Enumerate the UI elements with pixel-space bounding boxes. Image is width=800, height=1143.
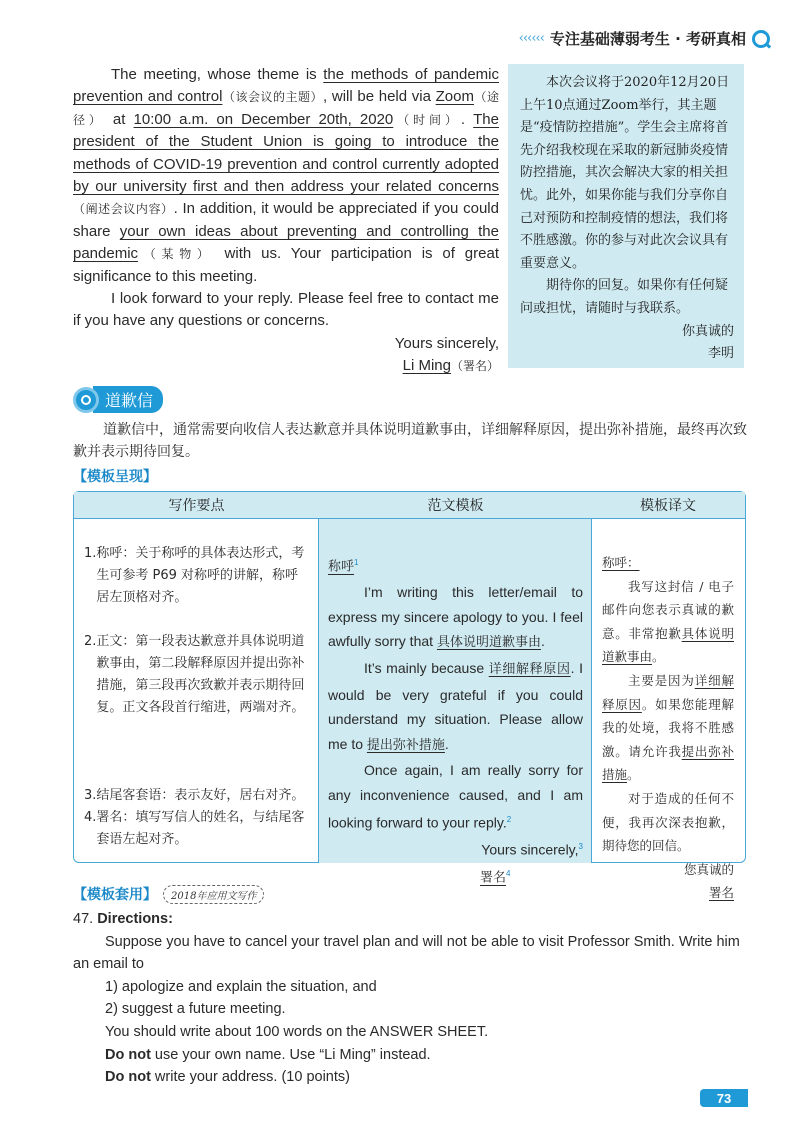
translation-template-signature: 署名 [708,885,734,901]
sample-salutation-line [328,551,583,580]
annotation-note: （途径） [73,90,499,127]
letter-signature-line [73,355,499,377]
letter-text: with us. Your participation is of great significance to this meeting. [73,245,499,285]
section-q-icon [73,387,99,413]
underlined-phrase: Zoom [435,88,474,106]
letter-text: The meeting, whose theme is [111,66,324,83]
translation-closing: 你真诚的 [681,323,734,339]
magnifier-q-icon [752,30,770,48]
writing-points-column [74,519,319,863]
directions-heading: 47. Directions: [73,911,173,927]
writing-point: 1. 称呼：关于称呼的具体表达形式，考生可参考 P69 对称呼的讲解，称呼居左顶格对齐。 [84,546,305,605]
writing-point: 3. 结尾客套语：表示友好，居右对齐。 [84,788,305,803]
letter-signature: Li Ming [402,357,451,375]
translation-template-closing: 您真诚的 [683,861,734,877]
letter-text: . [460,110,474,128]
underlined-phrase: the methods of pandemic prevention and control [73,66,499,106]
letter-text: , will be held via [323,88,436,106]
table-header-translation: 模板译文 [640,498,696,514]
sample-closing: Yours sincerely,$^3$ [481,841,583,858]
translation-salutation: 称呼： [602,555,640,570]
section-intro: 道歉信中，通常需要向收信人表达歉意并具体说明道歉事由，详细解释原因，提出弥补措施，最终再次致歉并表示期待回复。 [73,422,747,460]
writing-point: 4. 署名：填写写信人的姓名，与结尾客套语左起对齐。 [84,810,305,847]
sample-paragraph-3: Once again, I am really sorry for any inconvenience caused, and I am looking forward to your reply.$^2$ [328,762,583,831]
application-heading: 【模板套用】 2018年应用文写作 [73,884,264,904]
letter-text: at [104,110,134,128]
underlined-phrase: 10:00 a.m. on December 20th, 2020 [133,110,394,128]
annotation-note: （阐述会议内容） [73,202,174,217]
underlined-phrase: your own ideas about preventing and controlling the pandemic [73,222,499,263]
exam-directions [73,908,749,1089]
template-heading: 【模板呈现】 [73,469,157,485]
directions-word-count: You should write about 100 words on the ANSWER SHEET. [105,1023,489,1040]
letter-paragraph-1 [73,64,499,288]
translation-paragraph-2: 期待你的回复。如果你有任何疑问或担忧，请随时与我联系。 [520,278,729,316]
footnote-marker: 2 [506,814,512,824]
annotation-note: （该会议的主题） [222,90,324,105]
sample-letter [73,64,499,378]
page-header [519,28,770,49]
template-translation-column [592,519,744,901]
footnote-marker: 4 [506,869,511,879]
translation-paragraph-1: 本次会议将于2020年12月20日上午10点通过Zoom举行，其主题是“疫情防控措施”。学生会主席将首先介绍我校现在采取的新冠肺炎疫情防控措施，其次会解决大家的相关担忧。此外，如果你能与我们分享你自己对预防和控制疫情的想法，我们将不胜感激。你的参与对此次会议具有重要意义。 [520,75,730,271]
letter-translation-box [508,64,744,368]
letter-signature-note: （署名） [450,359,499,374]
footnote-marker: 3 [578,841,583,851]
letter-text: . In addition, it would be appreciated if you could share [73,200,499,240]
directions-rule: Do not use your own name. Use “Li Ming” instead. [105,1046,431,1063]
sample-paragraph-1: I’m writing this letter/email to express my sincere apology to you. I feel awfully sorry that 具体说明道歉事由. [328,584,583,651]
directions-item: 1) apologize and explain the situation, and [105,978,377,995]
translation-template-paragraph-3: 对于造成的任何不便，我再次深表抱歉，期待您的回信。 [602,790,734,854]
sample-paragraph-2: It’s mainly because 详细解释原因. I would be very grateful if you could understand my situation. Please allow me to 提出弥补措施. [328,660,583,753]
directions-rule: Do not write your address. (10 points) [105,1069,350,1086]
exam-year-tag: 2018年应用文写作 [163,885,264,904]
table-header-points: 写作要点 [168,498,225,514]
translation-template-paragraph-1: 我写这封信 / 电子邮件向您表示真诚的歉意。非常抱歉具体说明道歉事由。 [602,578,734,665]
translation-signature: 李明 [707,346,734,362]
directions-line: Suppose you have to cancel your travel plan and will not be able to visit Professor Smith. Write him an email to [73,933,740,973]
sample-signature: 署名$^4$ [480,869,511,886]
section-title-label: 道歉信 [93,386,163,413]
translation-template-paragraph-2: 主要是因为详细解释原因。如果您能理解我的处境，我将不胜感激。请允许我提出弥补措施。 [602,672,734,783]
footnote-marker: 1 [354,558,359,567]
letter-paragraph-2: I look forward to your reply. Please feel free to contact me if you have any questions or concerns. [73,290,499,330]
letter-closing: Yours sincerely, [394,334,499,352]
table-header-row [74,492,745,519]
section-title [73,386,163,413]
page-number: 73 [700,1089,748,1107]
directions-item: 2) suggest a future meeting. [105,1001,286,1018]
sample-template-column [319,519,592,886]
underlined-phrase: The president of the Student Union is going to introduce the methods of COVID-19 prevention and control currently adopted by our university first and then address your related concerns [73,110,499,196]
annotation-note: （时间） [393,112,461,127]
sample-salutation: 称呼 [328,559,355,575]
decorative-arrows-icon: ‹‹‹‹‹‹ [518,31,544,46]
table-header-sample: 范文模板 [427,498,484,514]
header-title: 专注基础薄弱考生 · 考研真相 [549,30,746,48]
writing-point: 2. 正文：第一段表达歉意并具体说明道歉事由，第二段解释原因并提出弥补措施，第三段再次致歉并表示期待回复。正文各段首行缩进，两端对齐。 [84,634,305,715]
annotation-note: （某物） [138,247,215,262]
